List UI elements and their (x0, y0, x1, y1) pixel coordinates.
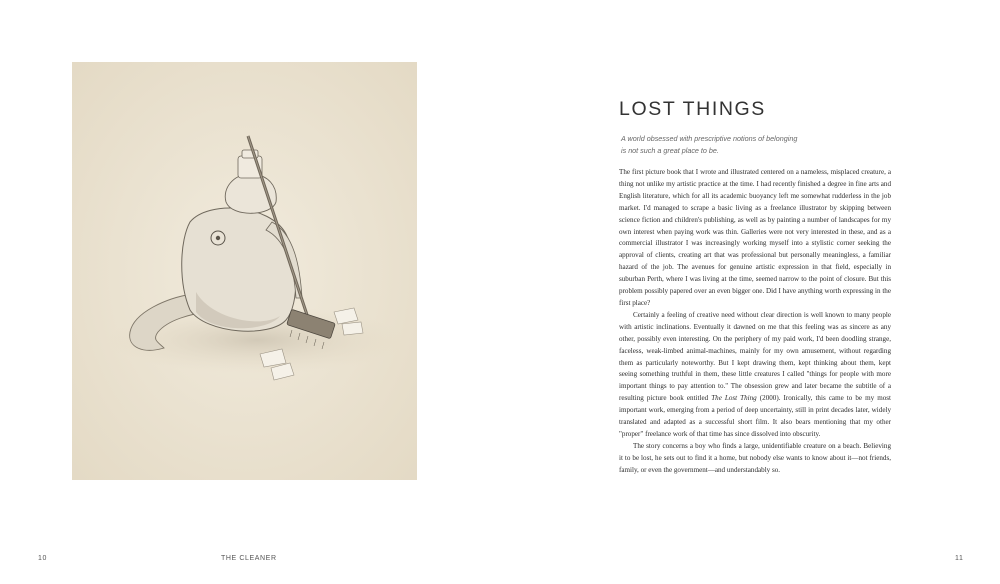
creature-sweeping-illustration (72, 62, 417, 480)
paragraph-text: The first picture book that I wrote and illustrated centered on a nameless, misplaced creature, a thing not unlike my artistic practice at the time. I had recently finished a degree in fine arts and English literature, which for all its academic buoyancy left me somewhat rudderless in the job market. I'd managed to scrape a basic living as a freelance illustrator by skipping between science fiction and children's publishing, as well as by painting a number of landscapes for my own interest when paying work was thin. Galleries were not very interested in these, and as a commercial illustrator I was increasingly working myself into a stylistic corner seeking the approval of clients, creating art that was professional but personally meaningless, a familiar hazard of the job. The avenues for genuine artistic expression in that field, especially in suburban Perth, where I was living at the time, seemed narrow to the point of closure. But this problem possibly papered over an even bigger one. Did I have anything worth expressing in the first place? (619, 168, 891, 307)
epigraph (621, 133, 881, 156)
body-text (619, 167, 891, 477)
right-page (500, 0, 1000, 584)
page-number-left: 10 (38, 555, 47, 562)
paragraph-text: (2000). Ironically, this came to be my most important work, emerging from a period of deep uncertainty, still in print decades later, widely translated and adapted as a successful short film. It also bears mentioning that my other "proper" freelance work of that time has since dissolved into obscurity. (619, 394, 892, 438)
paragraph-text: The story concerns a boy who finds a large, unidentifiable creature on a beach. Believing it to be lost, he sets out to find it a home, but nobody else wants to know about it—not friends, family, or even the government—and understandably so. (619, 441, 891, 474)
body-paragraph (619, 310, 891, 441)
page-number-right: 11 (955, 555, 964, 562)
illustration-plate (72, 62, 417, 480)
chapter-title: LOST THINGS (619, 98, 766, 120)
paragraph-text: Certainly a feeling of creative need without clear direction is well known to many people with artistic inclinations. Eventually it dawned on me that this feeling was as sincere as any other, possibly even interesting. On the periphery of my paid work, I'd been doodling strange, faceless, weak-limbed animal-machines, mainly for my own amusement, without regarding them as particularly noteworthy. But I kept drawing them, kept thinking about them, kept seeing something truthful in them, these little creatures I called "things for people with more important things to pay attention to." The obsession grew and later became the subtitle of a resulting picture book entitled (619, 310, 891, 403)
epigraph-line: A world obsessed with prescriptive notions of belonging (621, 134, 798, 143)
epigraph-line: is not such a great place to be. (621, 145, 719, 155)
book-title-italic: The Lost Thing (711, 394, 757, 403)
body-paragraph (619, 167, 891, 310)
body-paragraph (619, 441, 891, 477)
running-head: THE CLEANER (221, 555, 277, 562)
